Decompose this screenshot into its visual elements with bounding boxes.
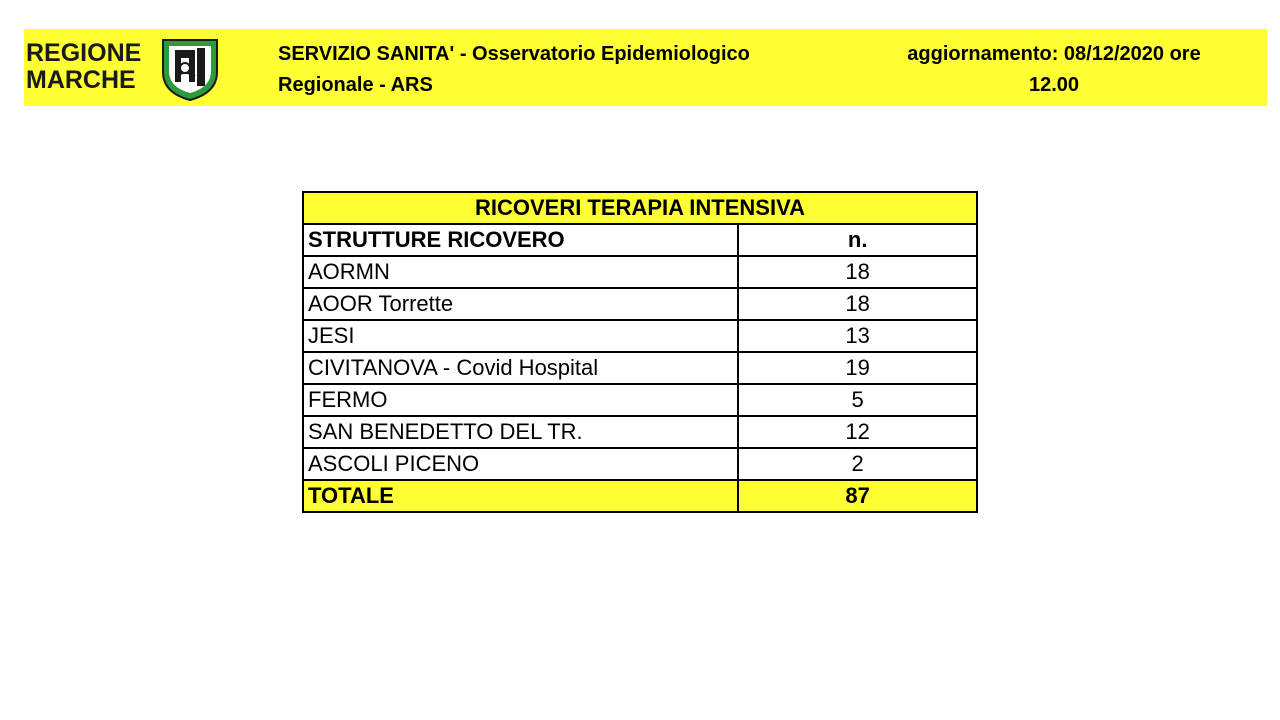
- admissions-count: 5: [738, 384, 977, 416]
- table-row: [303, 256, 977, 288]
- structure-name: AORMN: [303, 256, 738, 288]
- admissions-count: 18: [738, 288, 977, 320]
- total-label: TOTALE: [303, 480, 738, 512]
- header-banner: [24, 29, 1267, 106]
- table-row: [303, 352, 977, 384]
- regione-shield-icon: [159, 36, 221, 102]
- service-line-1: SERVIZIO SANITA' - Osservatorio Epidemiologico: [278, 43, 750, 65]
- admissions-count: 2: [738, 448, 977, 480]
- logo-line-1: REGIONE: [26, 39, 142, 67]
- column-header-n: n.: [738, 224, 977, 256]
- logo-line-2: MARCHE: [26, 66, 136, 94]
- column-header-structure: STRUTTURE RICOVERO: [303, 224, 738, 256]
- total-row: [303, 480, 977, 512]
- structure-name: AOOR Torrette: [303, 288, 738, 320]
- update-line-1: aggiornamento: 08/12/2020 ore: [907, 43, 1201, 65]
- update-timestamp: [844, 39, 1264, 101]
- total-count: 87: [738, 480, 977, 512]
- table-row: [303, 416, 977, 448]
- table-title-row: [303, 192, 977, 224]
- structure-name: FERMO: [303, 384, 738, 416]
- admissions-count: 13: [738, 320, 977, 352]
- structure-name: ASCOLI PICENO: [303, 448, 738, 480]
- admissions-count: 18: [738, 256, 977, 288]
- admissions-count: 19: [738, 352, 977, 384]
- structure-name: CIVITANOVA - Covid Hospital: [303, 352, 738, 384]
- icu-admissions-table: [302, 191, 978, 513]
- service-line-2: Regionale - ARS: [278, 74, 433, 96]
- logo-text: [26, 40, 141, 94]
- table-row: [303, 448, 977, 480]
- table-row: [303, 288, 977, 320]
- admissions-count: 12: [738, 416, 977, 448]
- table-row: [303, 320, 977, 352]
- regione-marche-logo: [24, 36, 224, 100]
- table-title: RICOVERI TERAPIA INTENSIVA: [303, 192, 977, 224]
- update-line-2: 12.00: [1028, 74, 1080, 96]
- table-header-row: [303, 224, 977, 256]
- structure-name: JESI: [303, 320, 738, 352]
- service-title: [278, 39, 838, 101]
- structure-name: SAN BENEDETTO DEL TR.: [303, 416, 738, 448]
- table-row: [303, 384, 977, 416]
